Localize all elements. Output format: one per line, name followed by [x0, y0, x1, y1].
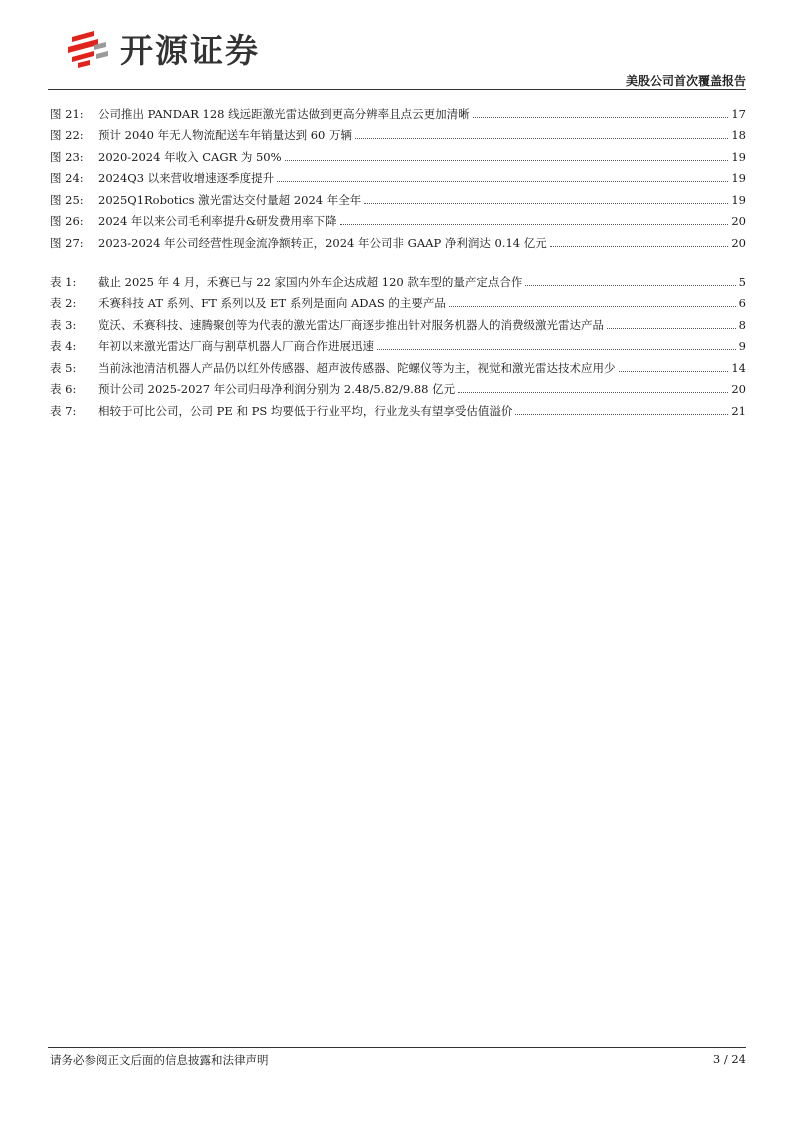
toc-entry-table[interactable] [50, 290, 746, 312]
dot-leader [515, 414, 728, 415]
dot-leader [355, 138, 728, 139]
entry-label: 图 24: [50, 171, 84, 186]
toc-entry-table[interactable] [50, 333, 746, 355]
entry-page: 14 [731, 360, 746, 375]
toc-entry-figure[interactable] [50, 208, 746, 230]
entry-page: 8 [738, 317, 746, 332]
entry-page: 21 [731, 403, 746, 418]
dot-leader [550, 246, 729, 247]
entry-label: 表 1: [50, 274, 77, 289]
entry-title: 览沃、禾赛科技、速腾聚创等为代表的激光雷达厂商逐步推出针对服务机器人的消费级激光雷达产品 [98, 318, 604, 332]
toc-entry-figure[interactable] [50, 143, 746, 165]
table-list [50, 268, 746, 419]
entry-label: 图 23: [50, 149, 84, 164]
entry-page: 20 [731, 214, 746, 229]
entry-title: 预计公司 2025-2027 年公司归母净利润分别为 2.48/5.82/9.88 亿元 [98, 383, 456, 397]
report-type: 美股公司首次覆盖报告 [625, 74, 746, 88]
entry-label: 表 4: [50, 339, 77, 354]
toc-entry-figure[interactable] [50, 165, 746, 187]
entry-label: 表 7: [50, 403, 77, 418]
company-logo [64, 22, 260, 74]
entry-label: 图 22: [50, 128, 84, 143]
toc-entry-figure[interactable] [50, 100, 746, 122]
toc-entry-table[interactable] [50, 376, 746, 398]
entry-page: 9 [738, 339, 746, 354]
entry-label: 表 6: [50, 382, 77, 397]
toc-entry-figure[interactable] [50, 186, 746, 208]
entry-label: 表 2: [50, 296, 77, 311]
dot-leader [458, 392, 728, 393]
entry-title: 截止 2025 年 4 月，禾赛已与 22 家国内外车企达成超 120 款车型的量产定点合作 [98, 275, 523, 289]
entry-label: 表 3: [50, 317, 77, 332]
entry-page: 19 [731, 149, 746, 164]
entry-page: 18 [731, 128, 746, 143]
dot-leader [619, 371, 729, 372]
toc-entry-figure[interactable] [50, 122, 746, 144]
entry-title: 当前泳池清洁机器人产品仍以红外传感器、超声波传感器、陀螺仪等为主，视觉和激光雷达技术应用少 [98, 361, 616, 375]
page-number: 3 / 24 [712, 1052, 746, 1066]
entry-title: 禾赛科技 AT 系列、FT 系列以及 ET 系列是面向 ADAS 的主要产品 [98, 297, 446, 311]
dot-leader [340, 224, 729, 225]
entry-title: 2023-2024 年公司经营性现金流净额转正，2024 年公司非 GAAP 净利润达 0.14 亿元 [98, 236, 547, 250]
entry-page: 20 [731, 382, 746, 397]
entry-page: 19 [731, 171, 746, 186]
toc-entry-table[interactable] [50, 354, 746, 376]
entry-title: 2025Q1Robotics 激光雷达交付量超 2024 年全年 [98, 193, 362, 207]
entry-page: 6 [738, 296, 746, 311]
dot-leader [377, 349, 736, 350]
dot-leader [449, 306, 736, 307]
entry-title: 公司推出 PANDAR 128 线远距激光雷达做到更高分辨率且点云更加清晰 [98, 107, 470, 121]
brand-name: 开源证券 [120, 30, 260, 70]
entry-title: 年初以来激光雷达厂商与割草机器人厂商合作进展迅速 [98, 340, 374, 354]
entry-title: 2024Q3 以来营收增速逐季度提升 [98, 172, 275, 186]
dot-leader [525, 285, 735, 286]
entry-title: 2020-2024 年收入 CAGR 为 50% [98, 150, 282, 164]
toc-entry-table[interactable] [50, 268, 746, 290]
toc-entry-table[interactable] [50, 311, 746, 333]
entry-label: 图 25: [50, 192, 84, 207]
entry-page: 17 [731, 106, 746, 121]
kaiyuan-logo-icon [64, 23, 110, 73]
toc-entry-figure[interactable] [50, 229, 746, 251]
entry-label: 图 21: [50, 106, 84, 121]
dot-leader [285, 160, 729, 161]
footer-disclaimer: 请务必参阅正文后面的信息披露和法律声明 [50, 1053, 269, 1067]
entry-label: 表 5: [50, 360, 77, 375]
figure-list [50, 100, 746, 251]
entry-page: 19 [731, 192, 746, 207]
entry-title: 2024 年以来公司毛利率提升&研发费用率下降 [98, 215, 337, 229]
entry-page: 20 [731, 235, 746, 250]
entry-label: 图 27: [50, 235, 84, 250]
dot-leader [607, 328, 736, 329]
footer-divider [48, 1047, 746, 1048]
dot-leader [473, 117, 729, 118]
dot-leader [364, 203, 728, 204]
entry-title: 预计 2040 年无人物流配送车年销量达到 60 万辆 [98, 129, 353, 143]
toc-entry-table[interactable] [50, 397, 746, 419]
entry-title: 相较于可比公司，公司 PE 和 PS 均要低于行业平均，行业龙头有望享受估值溢价 [98, 404, 513, 418]
header-divider [48, 89, 746, 90]
entry-page: 5 [738, 274, 746, 289]
entry-label: 图 26: [50, 214, 84, 229]
dot-leader [277, 181, 728, 182]
